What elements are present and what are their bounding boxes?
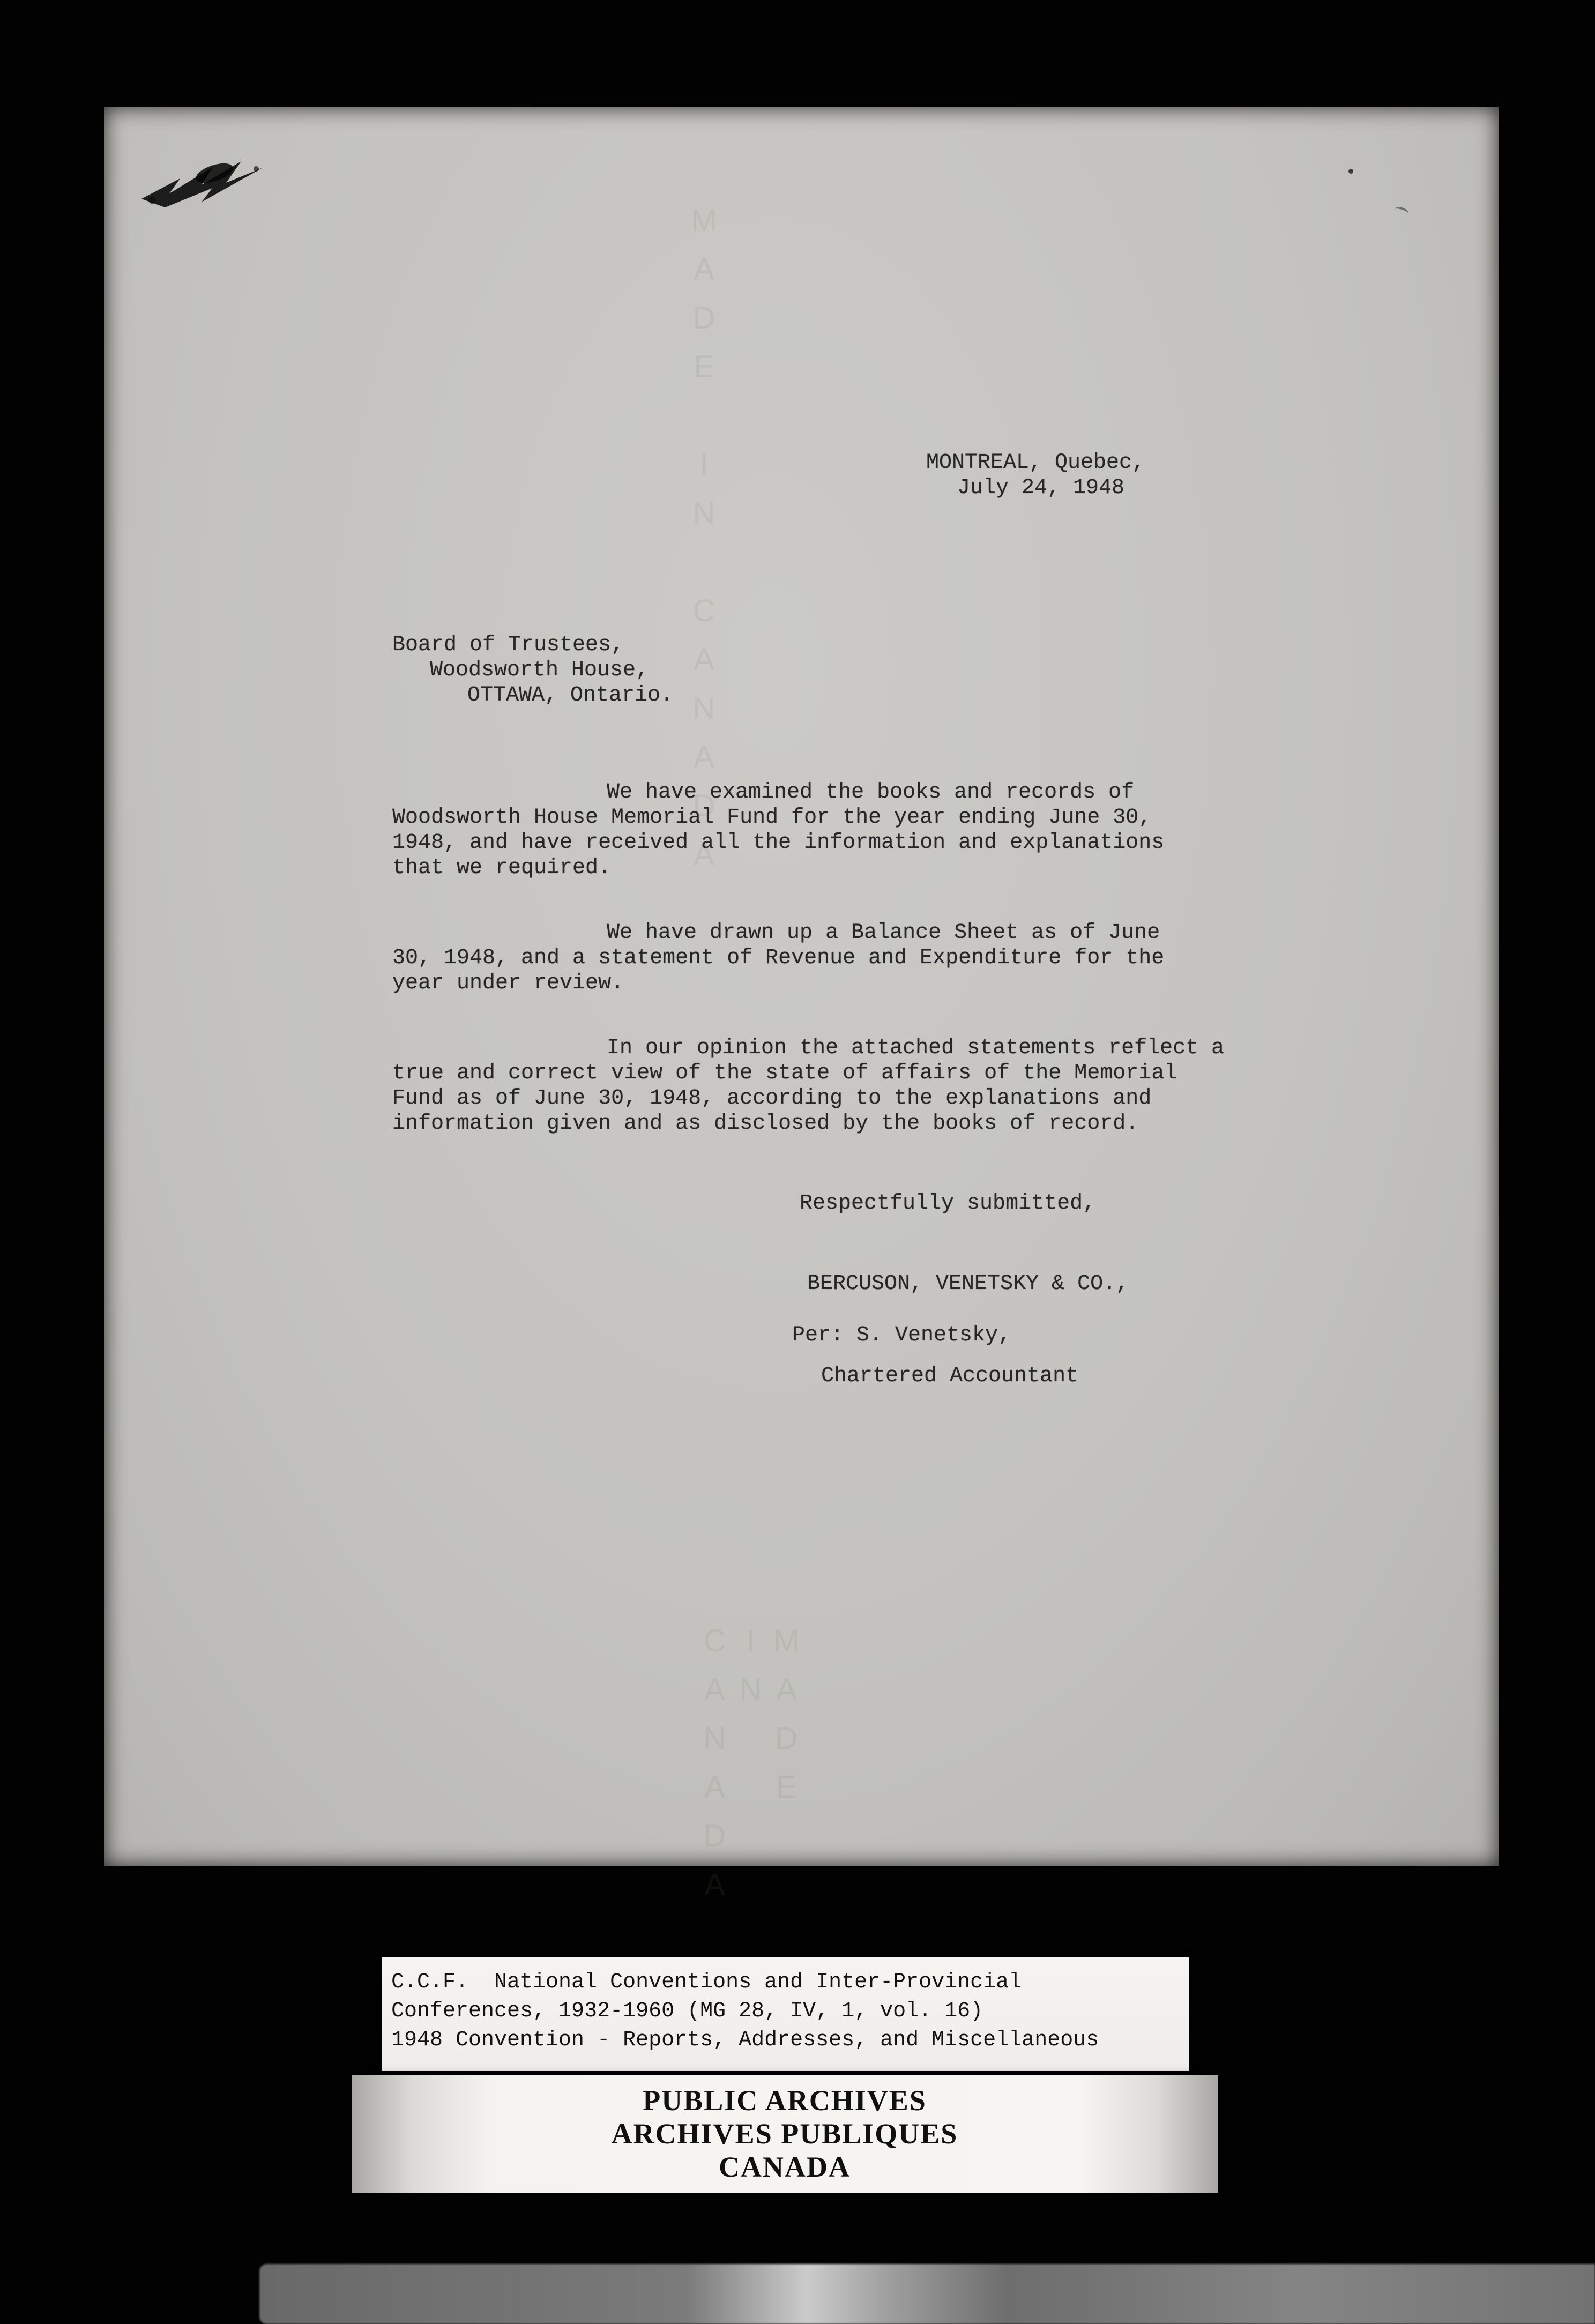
archives-line: ARCHIVES PUBLIQUES <box>611 2118 958 2150</box>
dateline-city: MONTREAL, Quebec, <box>926 451 1145 475</box>
scan-speck <box>1348 169 1353 174</box>
letter-page <box>104 107 1499 1916</box>
paragraph <box>392 780 1271 881</box>
catalog-line: C.C.F. National Conventions and Inter-Provincial <box>391 1970 1022 1994</box>
body-line: 30, 1948, and a statement of Revenue and Expenditure for the <box>392 946 1165 970</box>
archives-line: CANADA <box>719 2151 851 2183</box>
signature-firm: BERCUSON, VENETSKY & CO., <box>807 1272 1129 1296</box>
film-edge-strip <box>259 2264 1595 2324</box>
paragraph <box>392 1036 1271 1136</box>
body-line: Fund as of June 30, 1948, according to the explanations and <box>392 1086 1152 1111</box>
body-line: that we required. <box>392 856 612 880</box>
recipient-line: Woodsworth House, <box>430 658 649 682</box>
recipient-line: Board of Trustees, <box>392 633 624 657</box>
signature-title: Chartered Accountant <box>821 1364 1079 1388</box>
body-line: We have examined the books and records of <box>607 780 1135 805</box>
closing-line: Respectfully submitted, <box>800 1191 1096 1216</box>
body-line: information given and as disclosed by the books of record. <box>392 1112 1139 1136</box>
body-line: true and correct view of the state of affairs of the Memorial <box>392 1061 1177 1085</box>
body-line: In our opinion the attached statements reflect a <box>607 1036 1225 1060</box>
archives-line: PUBLIC ARCHIVES <box>643 2084 927 2117</box>
recipient-line: OTTAWA, Ontario. <box>467 683 674 707</box>
dateline <box>926 450 1145 501</box>
scan-speck <box>1393 205 1409 217</box>
catalog-label <box>382 1957 1189 2071</box>
catalog-line: Conferences, 1932-1960 (MG 28, IV, 1, vol. 16) <box>391 1999 983 2023</box>
paper-watermark: MADE IN CANADA <box>697 1623 804 1916</box>
letter-body <box>392 780 1271 1136</box>
public-archives-stamp <box>352 2075 1218 2193</box>
ink-mark <box>134 144 284 225</box>
paper-watermark: MADE IN CANADA <box>687 203 721 886</box>
paragraph <box>392 920 1271 996</box>
body-line: Woodsworth House Memorial Fund for the year ending June 30, <box>392 806 1152 830</box>
catalog-line: 1948 Convention - Reports, Addresses, and Miscellaneous <box>391 2028 1099 2052</box>
body-line: 1948, and have received all the information and explanations <box>392 831 1165 855</box>
body-line: year under review. <box>392 971 624 995</box>
body-line: We have drawn up a Balance Sheet as of June <box>607 921 1160 945</box>
recipient-address <box>392 632 673 708</box>
dateline-date: July 24, 1948 <box>957 476 1125 500</box>
signature-per: Per: S. Venetsky, <box>792 1323 1011 1347</box>
